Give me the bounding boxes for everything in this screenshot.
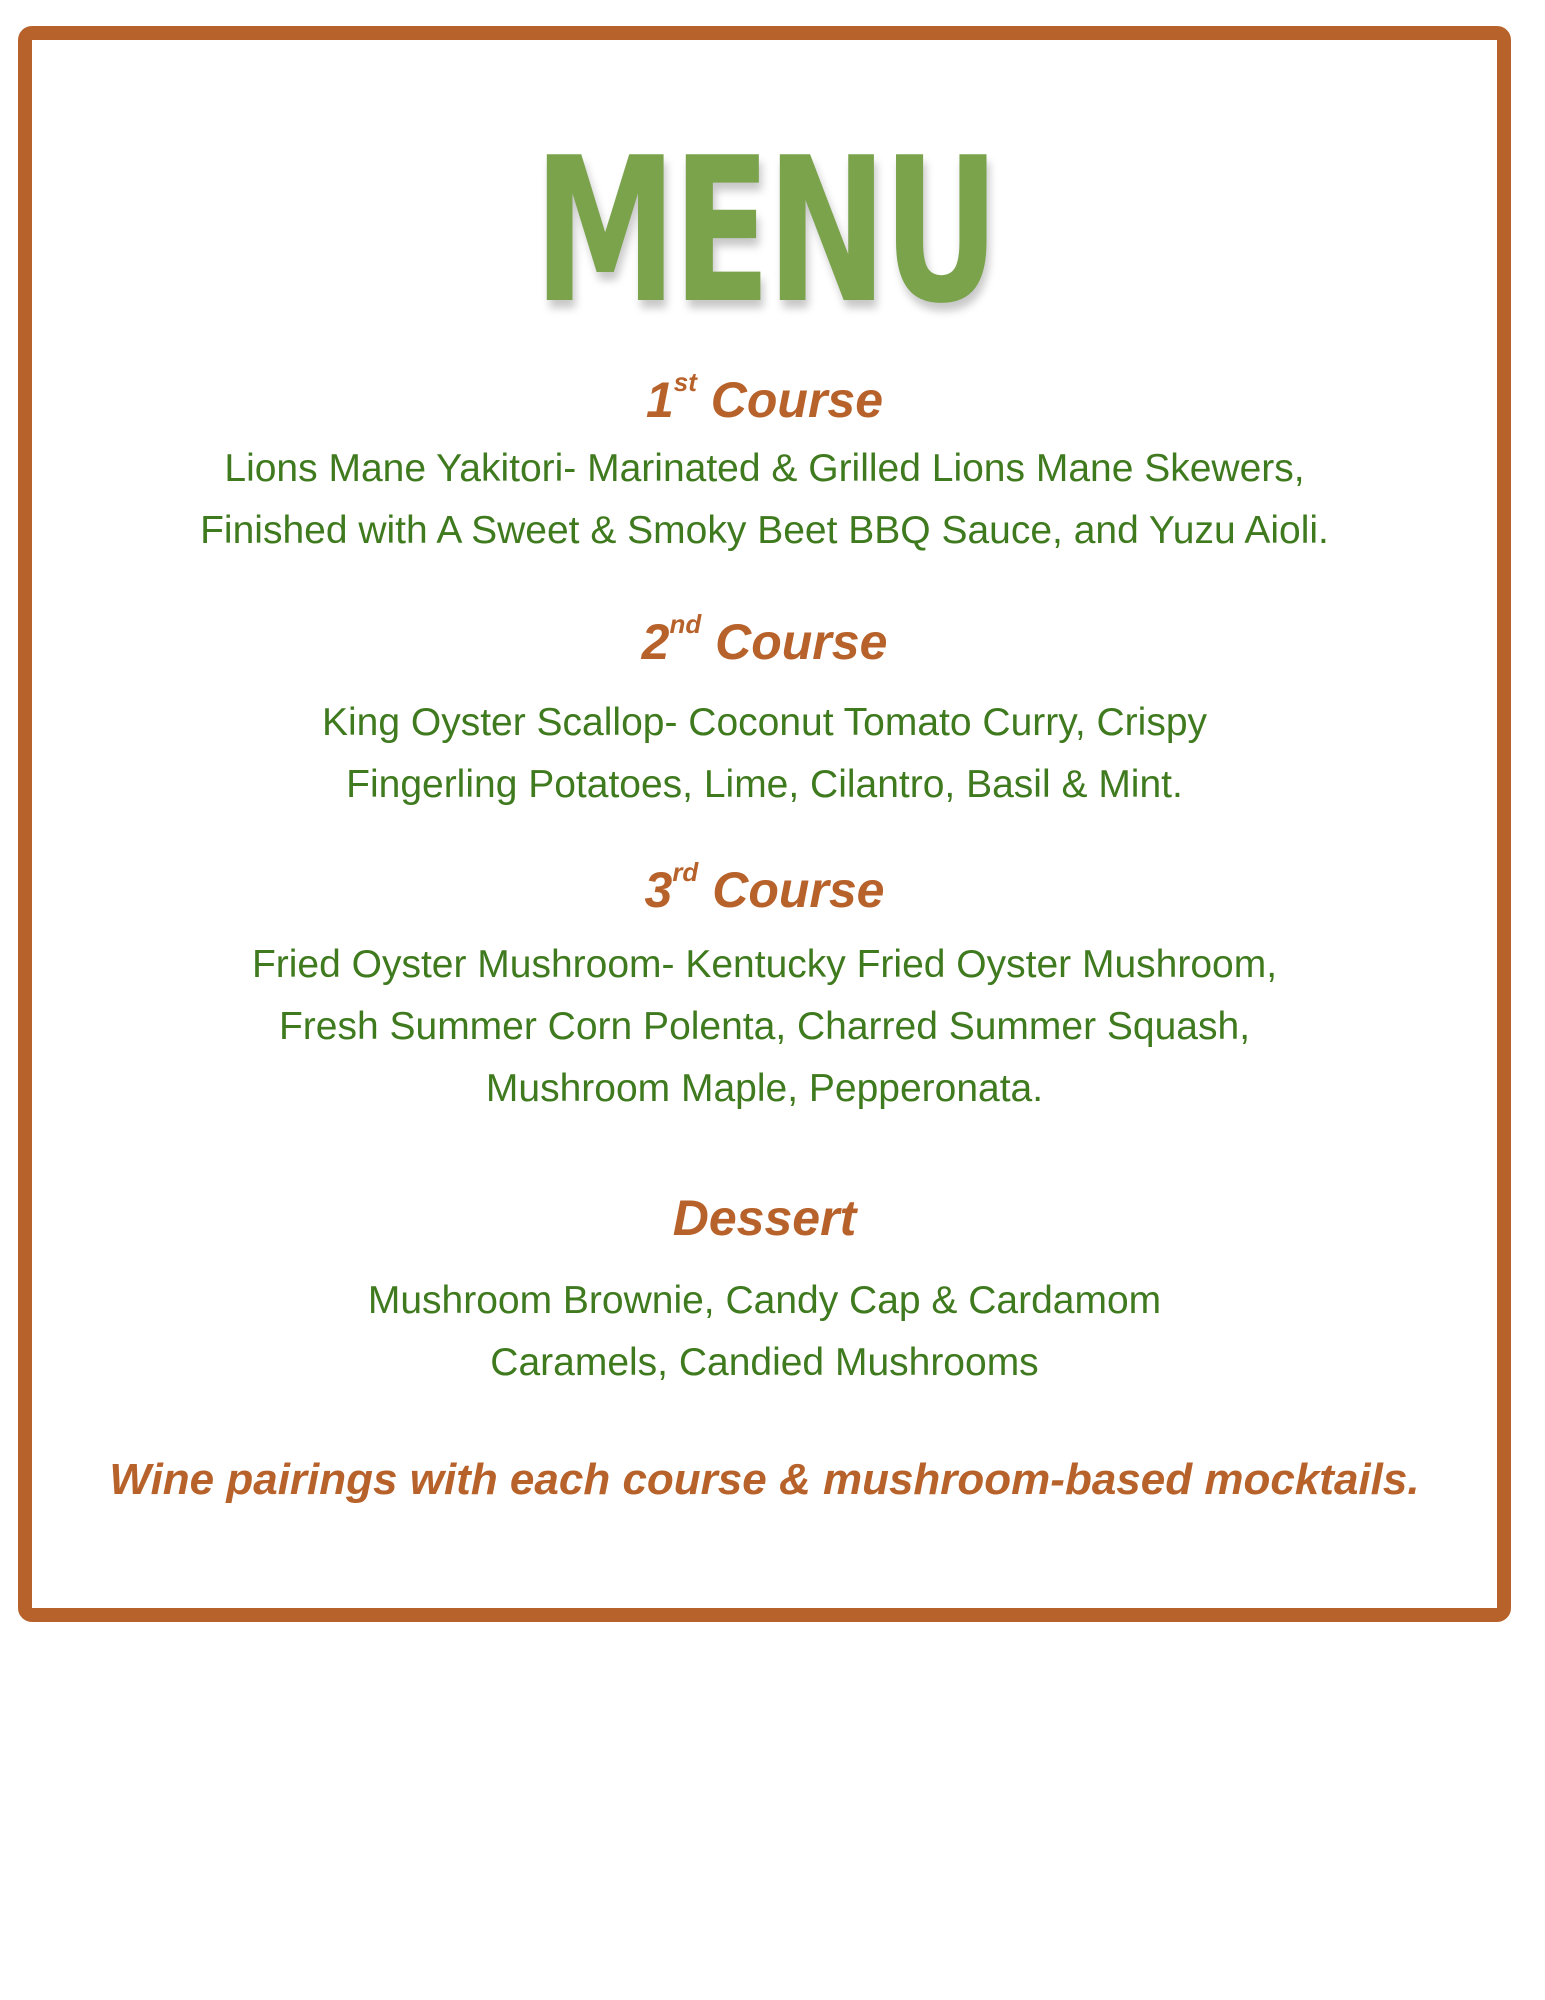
pairing-note-section: [32, 1450, 1497, 1510]
course-3-suffix: rd: [672, 857, 699, 887]
dessert-heading: Dessert: [672, 1190, 857, 1246]
dessert-section: [32, 1188, 1497, 1394]
course-1-number: 1: [645, 372, 674, 428]
course-2-label: Course: [715, 614, 888, 670]
course-3-number: 3: [644, 862, 673, 918]
course-3-line-1: Fried Oyster Mushroom- Kentucky Fried Oyster Mushroom,: [251, 943, 1278, 986]
menu-frame: [18, 26, 1511, 1622]
dessert-line-1: Mushroom Brownie, Candy Cap & Cardamom: [367, 1279, 1162, 1322]
course-1-line-2: Finished with A Sweet & Smoky Beet BBQ Sauce, and Yuzu Aioli.: [200, 509, 1329, 552]
course-1-heading: [32, 367, 1497, 430]
pairing-note: Wine pairings with each course & mushroom-based mocktails.: [109, 1455, 1420, 1504]
course-3-heading: [32, 857, 1497, 920]
course-2-suffix: nd: [669, 609, 702, 639]
course-3-label: Course: [712, 862, 885, 918]
course-1-label: Course: [710, 372, 884, 428]
course-2-line-2: Fingerling Potatoes, Lime, Cilantro, Basil & Mint.: [346, 763, 1183, 806]
course-3-line-3: Mushroom Maple, Pepperonata.: [485, 1067, 1044, 1110]
course-1-line-1: Lions Mane Yakitori- Marinated & Grilled Lions Mane Skewers,: [224, 447, 1305, 490]
course-3-section: [32, 857, 1497, 1120]
course-2-heading: [32, 609, 1497, 672]
course-2-number: 2: [641, 614, 670, 670]
course-1-suffix: st: [673, 367, 697, 397]
dessert-line-2: Caramels, Candied Mushrooms: [490, 1341, 1039, 1384]
course-3-line-2: Fresh Summer Corn Polenta, Charred Summer Squash,: [278, 1005, 1251, 1048]
menu-title: MENU: [533, 115, 996, 348]
course-2-section: [32, 609, 1497, 816]
course-2-line-1: King Oyster Scallop- Coconut Tomato Curry, Crispy: [321, 701, 1208, 744]
course-1-section: [32, 367, 1497, 562]
